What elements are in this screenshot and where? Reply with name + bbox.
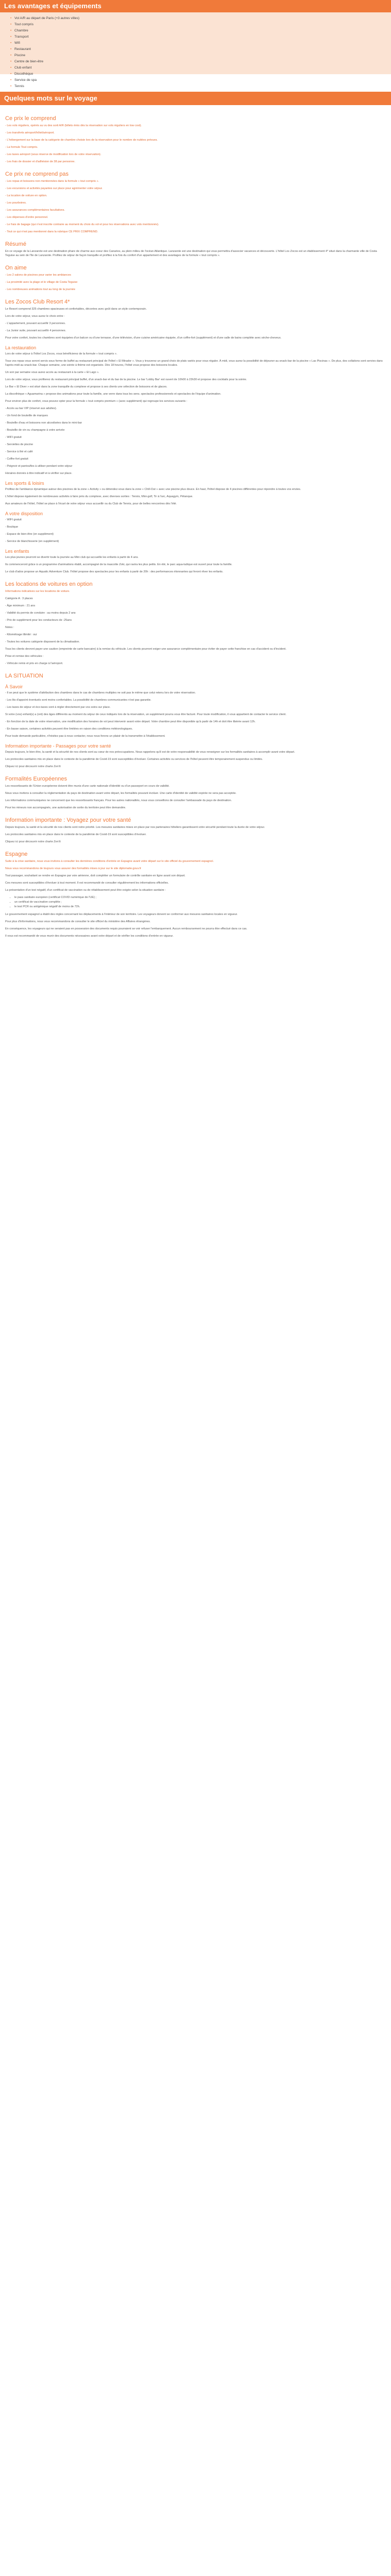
amenity-item: • Club enfant <box>10 65 391 71</box>
paragraph: Depuis toujours, le bien-être, la santé et la sécurité de nos clients sont au cœur de nos préoccupations. Nous rappelons qu'il est de votre responsabilité de vous renseigner sur les formalités sanitaires à accomplir avant votre départ. <box>5 751 295 754</box>
bullet-item: • le pass sanitaire européen (certificat COVID numérique de l'UE) ; <box>14 895 386 900</box>
paragraph: Cliquez ici pour découvrir notre charte Zen'it <box>5 840 61 843</box>
paragraph: Les protocoles sanitaires mis en place dans le contexte de la pandémie de Covid-19 sont susceptibles d'évoluer. <box>5 833 146 836</box>
paragraph: Les ressortissants de l'Union européenne doivent être munis d'une carte nationale d'identité ou d'un passeport en cours de validité. <box>5 785 170 788</box>
paragraph: - Les frais de dossier et d'adhésion de 38 par personne. <box>5 160 75 163</box>
amenity-item: • Tout compris <box>10 22 391 28</box>
paragraph: Les informations communiquées ne concernent que les ressortissants français. Pour les autres nationalités, nous vous conseillons de consulter l'ambassade du pays de destination. <box>5 799 232 802</box>
trip-description <box>0 105 391 938</box>
amenity-item: • Discothèque <box>10 71 391 77</box>
paragraph: - Toutes les voitures catégorie disposent de la climatisation. <box>5 640 80 643</box>
paragraph: - La Junior suite, pouvant accueillir 4 personnes. <box>5 329 67 332</box>
section-heading: Les Zocos Club Resort 4* <box>5 299 70 305</box>
subsection-heading: À Savoir <box>5 684 23 689</box>
section-heading: Résumé <box>5 241 26 247</box>
subsection-heading: La restauration <box>5 345 37 350</box>
paragraph: Informations indicatives sur les locations de voiture. <box>5 590 70 593</box>
paragraph: - Les 2 salons de piscines pour varier les ambiances <box>5 274 71 277</box>
amenity-item: • Restaurant <box>10 46 391 53</box>
paragraph: - Les pourboires. <box>5 201 27 205</box>
paragraph: - Boutique <box>5 526 19 529</box>
paragraph: Pour votre confort, toutes les chambres sont équipées d'un balcon ou d'une terrasse, d'une télévision, d'une cuisine américaine équipée, d'un coffre-fort (supplément) et d'une salle de bains complète avec sèche-cheveux. <box>5 336 282 340</box>
paragraph: Pour les mineurs non accompagnés, une autorisation de sortie du territoire peut être demandée. <box>5 806 126 809</box>
paragraph: - Tout ce qui n'est pas mentionné dans la rubrique CE PRIX COMPREND. <box>5 230 99 233</box>
bullet-item: • le test PCR ou antigénique négatif de moins de 72h. <box>14 905 386 909</box>
paragraph: Notes : <box>5 626 14 629</box>
paragraph: - La proximité avec la plage et le village de Costa Teguise <box>5 281 78 284</box>
paragraph: - Prix de supplément pour les conducteurs de -25ans <box>5 619 72 622</box>
amenity-item: • Piscine <box>10 53 391 59</box>
paragraph: - Les vols réguliers, opérés au vu des sorti A/R (billets émis dès la réservation sur vols réguliers en low cost). <box>5 124 142 127</box>
trip-band <box>0 92 391 105</box>
paragraph: Le Resort comprend 325 chambres spacieuses et confortables, décorées avec goût dans un style contemporain. <box>5 308 147 311</box>
paragraph: - En basse saison, certaines activités peuvent être limitées en raison des conditions météorologiques. <box>5 727 133 731</box>
paragraph: - Les excursions et activités payantes sur place pour agrémenter votre séjour. <box>5 187 103 190</box>
paragraph: Profitez de l'ambiance dynamique autour des piscines de la zone « Activity » ou détendez-vous dans la zone « Chill-Out » avec une piscine plus douce. En haut, l'hôtel dispose de 4 piscines différentes pour répondre à toutes vos envies. <box>5 488 301 491</box>
paragraph: - Kilométrage illimité : oui <box>5 633 37 636</box>
amenities-header <box>0 0 391 12</box>
paragraph: Prise et remise des véhicules : <box>5 655 44 658</box>
amenities-title: Les avantages et équipements <box>4 2 102 10</box>
amenity-item: • Centre de bien-être <box>10 59 391 65</box>
amenity-item: • Vol A/R au départ de Paris (+3 autres villes) <box>10 15 391 22</box>
amenities-panel <box>0 12 391 88</box>
paragraph: Tous les clients devront payer une caution (empreinte de carte bancaire) à la remise du véhicule. Les clients pourront exiger une assurance complémentaire pour éviter de payer cette franchise en cas d'accident ou d'incident. <box>5 648 287 651</box>
paragraph: - Les lits d'appoint éventuels sont moins confortables. La possibilité de chambres communicantes n'est pas garantie. <box>5 699 152 702</box>
paragraph: Les protocoles sanitaires mis en place dans le contexte de la pandémie de Covid-19 sont susceptibles d'évoluer. Certaines activités ou services de l'hôtel peuvent être temporairement suspendus ou limités. <box>5 758 263 761</box>
amenity-item: • Transport <box>10 34 391 40</box>
paragraph: Nous vous invitons à consulter la réglementation du pays de destination avant votre départ, les formalités pouvant évoluer. Une carte d'identité de validité expirée ne sera pas acceptée. <box>5 792 237 795</box>
paragraph: Il vous est recommandé de vous munir des documents nécessaires avant votre départ et de vérifier les conditions d'entrée en vigueur. <box>5 935 174 938</box>
amenity-item: • Tennis <box>10 83 391 90</box>
paragraph: - Peignoir et pantoufles à utiliser pendant votre séjour <box>5 465 73 468</box>
paragraph: Catégorie A : 3 places <box>5 597 33 600</box>
paragraph: Le club d'ados propose un Aquatic Adventure Club. l'hôtel propose des spectacles pour les enfants à partir de 20h : des performances étonnantes qui feront rêver les enfants. <box>5 570 223 573</box>
paragraph: - Les taxes de séjour et éco-taxes sont à régler directement par vos soins sur place. <box>5 706 111 709</box>
section-heading: Formalités Européennes <box>5 776 67 782</box>
trip-band-title: Quelques mots sur le voyage <box>4 94 97 102</box>
paragraph: - Coffre-fort gratuit <box>5 457 28 461</box>
paragraph: - Il se peut que le système d'attribution des chambres dans le cas de chambres multiples ne soit pas le même que celui retenu lors de votre réservation. <box>5 691 196 694</box>
paragraph: Cliquez ici pour découvrir notre charte Zen'it <box>5 765 61 768</box>
bullet-list <box>5 895 386 909</box>
paragraph: - Les taxes aéroport (sous réserve de modification lors de votre réservation). <box>5 153 102 156</box>
paragraph: - Bouteille de vin ou champagne à votre arrivée <box>5 429 65 432</box>
paragraph: - La location de voiture en option. <box>5 194 47 197</box>
amenity-item: • Chambre <box>10 28 391 34</box>
paragraph: - L'hébergement sur la base de la catégorie de chambre choisie lors de la réservation pour le nombre de nuitées prévues. <box>5 139 158 142</box>
paragraph: La discothèque « Aguamarina » propose des animations pour toute la famille, une verre dans tous les sens. spectacles professionnels et spectacles de l'équipe d'animation. <box>5 393 221 396</box>
paragraph: Tout passager, souhaitant se rendre en Espagne par voie aérienne, doit compléter un formulaire de contrôle sanitaire en ligne avant son départ. <box>5 874 186 877</box>
paragraph: Lors de votre séjour, vous aurez le choix entre : <box>5 315 65 318</box>
section-heading: LA SITUATION <box>5 673 43 679</box>
paragraph: - Les assurances complémentaires facultatives. <box>5 209 65 212</box>
page <box>0 0 391 938</box>
paragraph: Lors de votre séjour à l'hôtel Los Zocos, vous bénéficierez de la formule « tout compris ». <box>5 352 118 355</box>
paragraph: Le gouvernement espagnol a établi des règles concernant les déplacements à l'intérieur de son territoire. Les voyageurs doivent se conformer aux mesures sanitaires locales en vigueur. <box>5 913 238 916</box>
section-heading: Ce prix le comprend <box>5 115 56 122</box>
paragraph: Lors de votre séjour, vous profiterez du restaurant principal buffet, d'un snack-bar et du bar de la piscine. Le bar 'Lobby Bar' est ouvert de 10h00 à 23h30 et propose des cocktails pour la soirée. <box>5 378 247 381</box>
paragraph: - Espace de bien-être (en supplément) <box>5 533 54 536</box>
subsection-heading: A votre disposition <box>5 511 43 516</box>
paragraph: Ils commenceront grâce à un programme d'animations établi, accompagné de la mascotte Zoki, qui ravira les plus petits. En été, le parc aqua-ludique est ouvert pour toute la famille. <box>5 563 233 566</box>
subsection-heading: Les enfants <box>5 549 29 554</box>
paragraph: - Service à thé et café <box>5 450 33 453</box>
paragraph: Ces mesures sont susceptibles d'évoluer à tout moment. Il est recommandé de consulter régulièrement les informations officielles. <box>5 882 169 885</box>
section-heading: On aime <box>5 265 27 271</box>
paragraph: - Validité du permis de conduire : au moins depuis 2 ans <box>5 612 76 615</box>
paragraph: Suite à la crise sanitaire, nous vous invitons à consulter les dernières conditions d'entrée en Espagne avant votre départ sur le site officiel du gouvernement espagnol. <box>5 860 214 863</box>
amenity-item: • Wifi <box>10 40 391 46</box>
paragraph: Pour environ plus de confort, vous pouvez opter pour la formule « tout compris premium » (avec supplément) qui regroupe les services suivants : <box>5 400 187 403</box>
paragraph: Les plus jeunes pourront se divertir toute la journée au Mini club qui accueille les enfants à partir de 4 ans. <box>5 556 139 559</box>
paragraph: - Les transferts aéroport/hôtel/aéroport. <box>5 131 55 134</box>
paragraph: Un soir par semaine vous aurez accès au restaurant à la carte « El Lago ». <box>5 371 100 374</box>
paragraph: - Véhicule remis et pris en charge à l'aéroport. <box>5 662 63 665</box>
paragraph: - Service de blanchisserie (en supplément) <box>5 540 59 543</box>
paragraph: En ce voyage de la Lanzarote est une destination phare de charme aux coeur des Canaries, au plein milieu de l'océan Atlantique. Lanzarote est une destination qui vous permettra d'associer vacances et découverte. L'hôtel Los Zocos est un établissement 4* situé dans la charmante ville de Costa Teguise au sein de l'île de Lanzarote. Profitez de séjour de façon tranquille et profitez à la fois du confort d'un appartement et des avantages de la formule « tout compris ». <box>5 250 377 257</box>
section-heading: Information importante : Voyagez pour votre santé <box>5 817 131 823</box>
paragraph: - La formule Tout compris. <box>5 146 38 149</box>
paragraph: En conséquence, les voyageurs qui ne seraient pas en possession des documents requis pourraient se voir refuser l'embarquement. Aucun remboursement ne pourra être effectué dans ce cas. <box>5 927 248 930</box>
paragraph: Tous vos repas vous seront servis sous forme de buffet au restaurant principal de l'hôtel « El Mirador ». Vous y trouverez un grand choix de plats variés pour vous régaler. À midi, vous aurez la possibilité de déjeuner au snack-bar de la piscine « Las Piscinas ». De plus, des collations sont servies dans l'après-midi au snack-bar. Chaque semaine, une soirée à thème est organisée. Dès 18 heures, l'hôtel vous propose des boissons locales. <box>5 360 383 367</box>
paragraph: - WIFI gratuit <box>5 518 22 521</box>
subsection-heading: Information importante - Passages pour votre santé <box>5 743 111 749</box>
paragraph: Le Bar « El Diver » est situé dans la zone tranquille du complexe et propose à ses clients une sélection de boissons et de glaces. <box>5 385 168 388</box>
paragraph: - Bouteille d'eau et boissons non alcoolisées dans le mini-bar <box>5 421 82 425</box>
paragraph: - Les nombreuses animations tout au long de la journée <box>5 288 75 291</box>
paragraph: - Les repas et boissons non mentionnées dans la formule « tout compris ». <box>5 180 99 183</box>
paragraph: - Serviettes de piscine <box>5 443 34 446</box>
amenities-list <box>10 15 391 90</box>
paragraph: Nous vous recommandons de toujours vous assurer des formalités mises à jour sur le site diplomatie.gouv.fr <box>5 867 141 870</box>
paragraph: Si votre (vos) enfant(s) a (ont) des âges différents au moment du séjour de ceux indiqués lors de la réservation, un supplément pourra vous être facturé. Pour toute modification, il vous appartient de contacter le service client. <box>5 713 286 716</box>
subsection-heading: Les sports & loisirs <box>5 481 44 486</box>
paragraph: - Accès au bar VIP (réservé aux adultes). <box>5 407 57 410</box>
paragraph: - Un fond de bouteille de marques <box>5 414 48 417</box>
paragraph: Horaires donnés à titre indicatif et à vérifier sur place. <box>5 472 72 475</box>
paragraph: L'hôtel dispose également de nombreuses activités à faire près du complexe, avec diverses sorties : Tennis, Mini-golf, Tir à l'arc, Aquagym, Pétanque. <box>5 495 193 498</box>
paragraph: Pour plus d'informations, nous vous recommandons de consulter le site officiel du ministère des Affaires étrangères. <box>5 920 151 923</box>
section-heading: Les locations de voitures en option <box>5 581 93 587</box>
paragraph: - En fonction de la date de votre réservation, une modification des horaires de vol peut intervenir avant votre départ. Votre chambre peut être disponible qu'à partir de 14h et doit être libérée avant 12h. <box>5 720 256 723</box>
section-heading: Espagne <box>5 851 28 857</box>
paragraph: Depuis toujours, la santé et la sécurité de nos clients sont notre priorité. Les mesures sanitaires mises en place par nos partenaires hôteliers garantissent votre sécurité pendant toute la durée de votre séjour. <box>5 826 265 829</box>
section-heading: Ce prix ne comprend pas <box>5 171 69 177</box>
paragraph: - Les dépenses d'ordre personnel. <box>5 216 48 219</box>
paragraph: La présentation d'un test négatif, d'un certificat de vaccination ou de rétablissement peut être exigée selon la situation sanitaire : <box>5 889 166 892</box>
paragraph: Pour toute demande particulière, n'hésitez pas à nous contacter, nous nous ferons un plaisir de la transmettre à l'établissement. <box>5 735 166 738</box>
paragraph: - Âge minimum : 21 ans <box>5 604 36 607</box>
paragraph: - Le frais de bagage (qui n'est inscrite contraire au moment du choix du vol et pour les réservations avec vols mentionnés). <box>5 223 159 226</box>
paragraph: - WIFI gratuit <box>5 436 22 439</box>
bullet-item: • un certificat de vaccination complète ; <box>14 900 386 905</box>
paragraph: - L'appartement, pouvant accueillir 3 personnes. <box>5 322 66 325</box>
amenity-item: • Service de spa <box>10 77 391 83</box>
paragraph: Aux amateurs de l'hôtel, l'hôtel se place à l'écart de votre séjour vous accueillir ou du Club de Tennis, pour de belles rencontres dès l'été. <box>5 502 177 505</box>
